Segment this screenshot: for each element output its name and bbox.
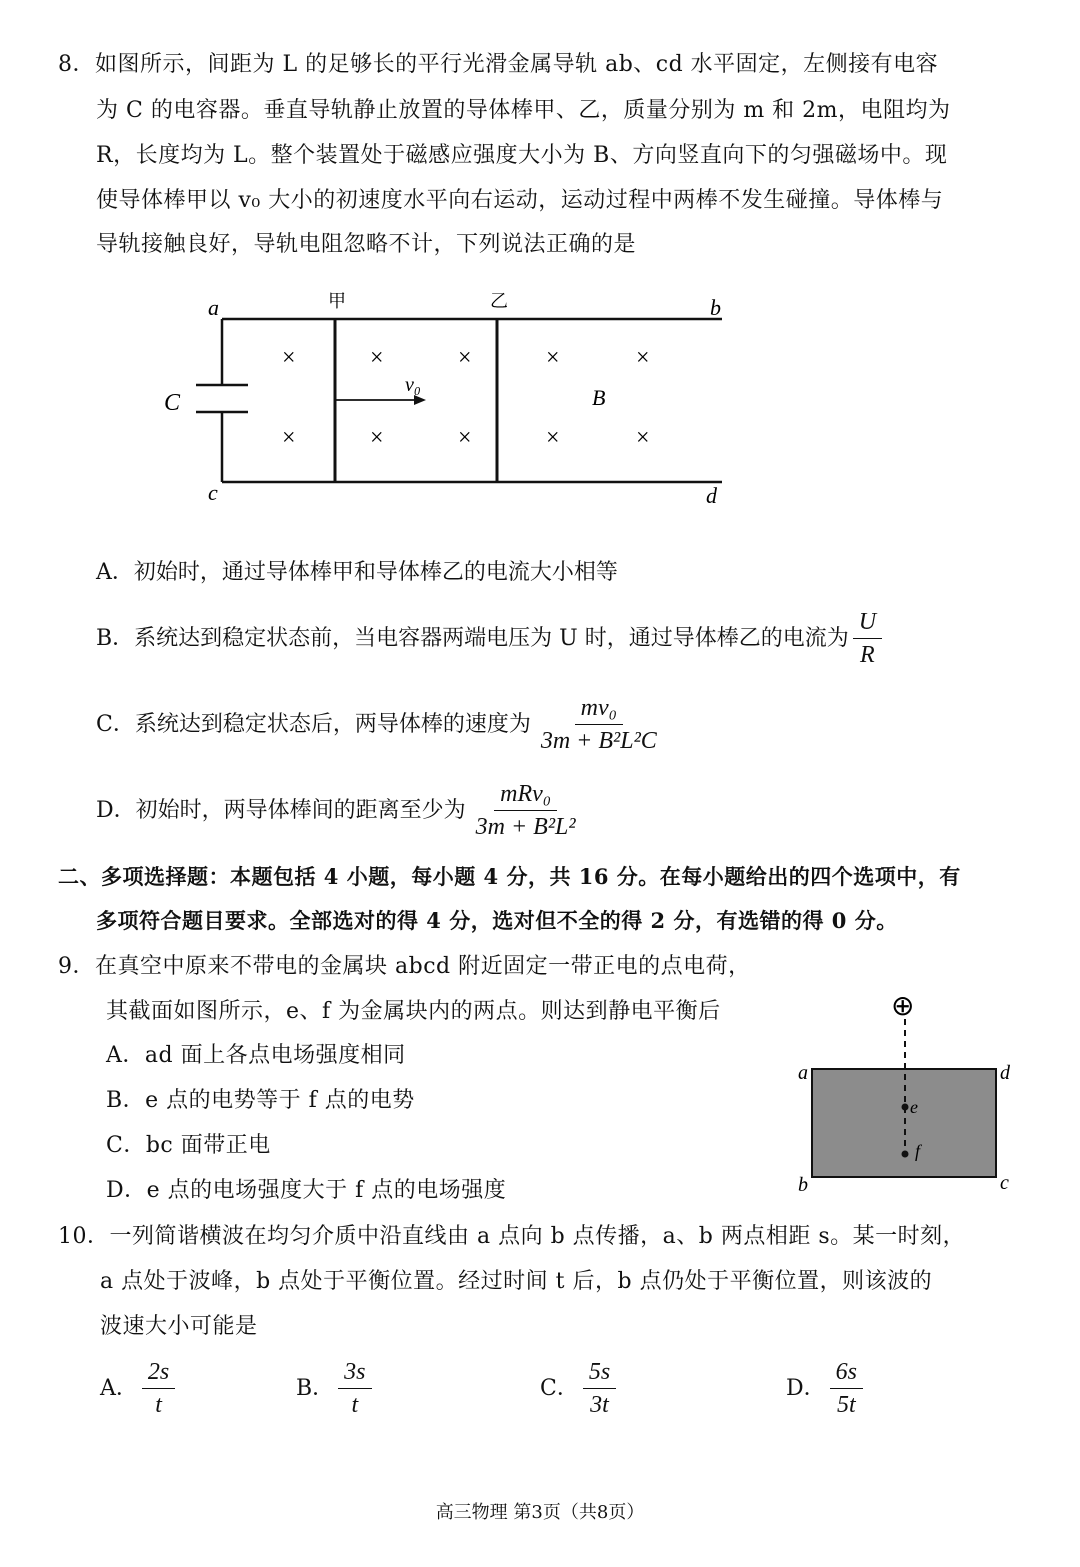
q10-line-2: a 点处于波峰，b 点处于平衡位置。经过时间 t 后，b 点仍处于平衡位置，则该波的 [100, 1269, 933, 1294]
q8-option-d-fraction [470, 780, 582, 841]
option-label: B． [296, 1375, 335, 1401]
field-x: × [370, 425, 384, 451]
option-label: A． [100, 1375, 138, 1401]
frac-den: t [155, 1392, 162, 1418]
label-rod-jia: 甲 [328, 291, 346, 311]
frac-den: 3m + B²L²C [540, 728, 657, 754]
point-e [902, 1104, 909, 1111]
q10-option-b-fraction [338, 1358, 371, 1419]
q9-figure [790, 985, 1030, 1200]
q10-option-a [100, 1358, 179, 1419]
field-x: × [282, 425, 296, 451]
q9-option-b: B．e 点的电势等于 f 点的电势 [106, 1088, 415, 1113]
frac-num: 6s [830, 1358, 863, 1389]
label-e: e [910, 1097, 918, 1117]
label-b: b [710, 295, 721, 320]
field-x: × [458, 345, 472, 371]
option-label: D． [786, 1375, 826, 1401]
q8-option-a: A．初始时，通过导体棒甲和导体棒乙的电流大小相等 [96, 560, 618, 585]
velocity-arrow-head [414, 395, 426, 405]
q8-option-c [96, 694, 667, 755]
label-a: a [208, 295, 219, 320]
label-a: a [798, 1062, 808, 1084]
field-x: × [370, 345, 384, 371]
field-x: × [282, 345, 296, 371]
q8-option-c-fraction [535, 694, 663, 755]
frac-num: mv₀ [575, 694, 623, 725]
label-d: d [706, 483, 717, 508]
label-capacitor: C [164, 390, 181, 416]
q9-option-a: A．ad 面上各点电场强度相同 [106, 1043, 406, 1068]
q9-line-1: 9．在真空中原来不带电的金属块 abcd 附近固定一带正电的点电荷， [58, 954, 751, 979]
q10-line-3: 波速大小可能是 [100, 1314, 258, 1339]
q10-option-a-fraction [142, 1358, 175, 1419]
frac-den: 3m + B²L² [475, 814, 576, 840]
frac-num: 5s [583, 1358, 616, 1389]
q8-line-5: 导轨接触良好，导轨电阻忽略不计，下列说法正确的是 [96, 232, 637, 257]
positive-charge-icon: ⊕ [891, 991, 915, 1022]
field-x: × [636, 345, 650, 371]
q10-option-d-fraction [830, 1358, 863, 1419]
q8-option-d [96, 780, 586, 841]
frac-den: t [351, 1392, 359, 1418]
q8-line-4: 使导体棒甲以 v₀ 大小的初速度水平向右运动，运动过程中两棒不发生碰撞。导体棒与 [96, 188, 944, 213]
label-b: b [798, 1174, 808, 1196]
q8-line-1: 8．如图所示，间距为 L 的足够长的平行光滑金属导轨 ab、cd 水平固定，左侧接有电容 [58, 52, 939, 77]
option-label: C． [540, 1375, 579, 1401]
page-footer: 高三物理 第3页（共8页） [435, 1502, 645, 1523]
frac-den: 5t [836, 1392, 856, 1418]
frac-num: mRv₀ [494, 780, 557, 811]
q9-line-2: 其截面如图所示，e、f 为金属块内的两点。则达到静电平衡后 [106, 999, 721, 1024]
field-x: × [458, 425, 472, 451]
q10-option-b [296, 1358, 376, 1419]
label-c: c [1000, 1172, 1009, 1194]
section-2-instructions: 多项符合题目要求。全部选对的得 4 分，选对但不全的得 2 分，有选错的得 0 分。 [96, 908, 898, 933]
label-c: c [208, 480, 218, 505]
label-v0: v₀ [405, 374, 421, 396]
q10-option-c-fraction [583, 1358, 616, 1419]
frac-den: R [860, 642, 875, 668]
label-d: d [1000, 1062, 1010, 1084]
frac-num: 2s [142, 1358, 175, 1389]
field-x: × [546, 425, 560, 451]
label-rod-yi: 乙 [490, 291, 508, 311]
label-f: f [915, 1141, 921, 1161]
q9-option-d: D．e 点的电场强度大于 f 点的电场强度 [106, 1178, 507, 1203]
q8-option-b-text: B．系统达到稳定状态前，当电容器两端电压为 U 时，通过导体棒乙的电流为 [96, 625, 849, 651]
q9-option-c: C．bc 面带正电 [106, 1133, 271, 1158]
field-x: × [636, 425, 650, 451]
section-2-heading: 二、多项选择题：本题包括 4 小题，每小题 4 分，共 16 分。在每小题给出的四个选项中，有 [58, 864, 961, 889]
q10-line-1: 10．一列简谐横波在均匀介质中沿直线由 a 点向 b 点传播，a、b 两点相距 s。某一时刻， [58, 1224, 966, 1249]
q8-line-2: 为 C 的电容器。垂直导轨静止放置的导体棒甲、乙，质量分别为 m 和 2m，电阻均为 [96, 98, 951, 123]
point-f [902, 1151, 909, 1158]
frac-den: 3t [590, 1392, 609, 1418]
frac-num: 3s [338, 1358, 371, 1389]
field-x: × [546, 345, 560, 371]
q8-option-c-text: C．系统达到稳定状态后，两导体棒的速度为 [96, 711, 531, 737]
q8-line-3: R，长度均为 L。整个装置处于磁感应强度大小为 B、方向竖直向下的匀强磁场中。现 [96, 143, 948, 168]
frac-num: U [853, 608, 882, 639]
q8-option-b-fraction [853, 608, 882, 669]
q10-option-d [786, 1358, 867, 1419]
label-field-B: B [592, 385, 606, 410]
q8-option-d-text: D．初始时，两导体棒间的距离至少为 [96, 797, 466, 823]
q8-figure [150, 285, 750, 515]
q10-option-c [540, 1358, 620, 1419]
q8-option-b [96, 608, 886, 669]
